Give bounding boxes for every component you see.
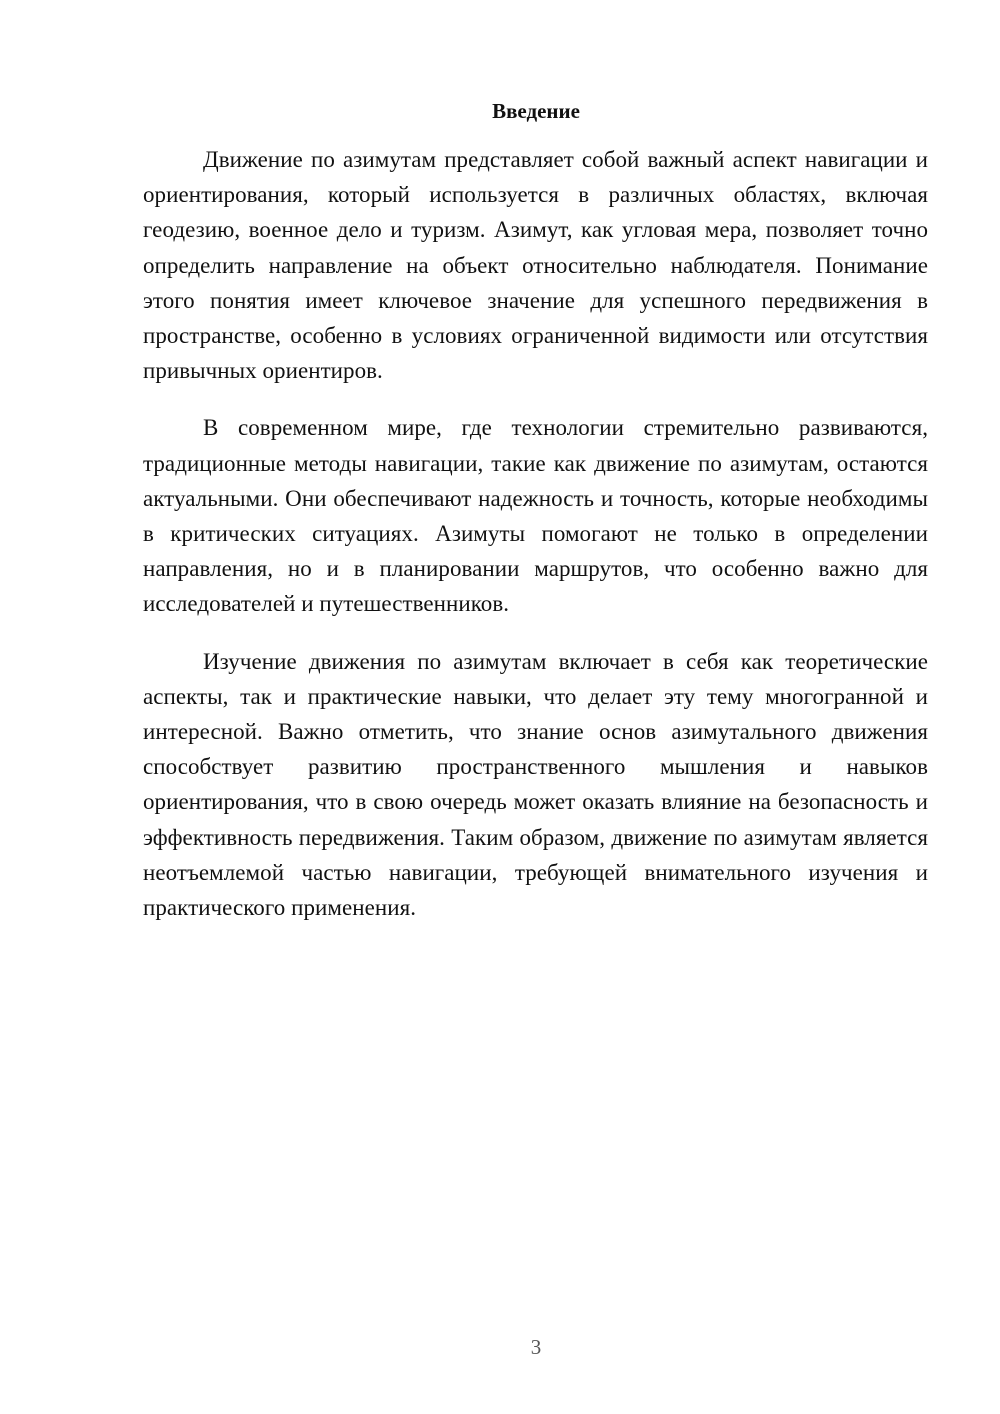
body-text: [143, 142, 928, 947]
paragraph-1: Движение по азимутам представляет собой важный аспект навигации и ориентирования, который используется в различных областях, включая геодезию, военное дело и туризм. Азимут, как угловая мера, позволяет точно определить направление на объект относительно наблюдателя. Понимание этого понятия имеет ключевое значение для успешного передвижения в пространстве, особенно в условиях ограниченной видимости или отсутствия привычных ориентиров.: [143, 147, 928, 384]
section-heading: Введение: [492, 99, 580, 123]
paragraph-2: В современном мире, где технологии стремительно развиваются, традиционные методы навигации, такие как движение по азимутам, остаются актуальными. Они обеспечивают надежность и точность, которые необходимы в критических ситуациях. Азимуты помогают не только в определении направления, но и в планировании маршрутов, что особенно важно для исследователей и путешественников.: [143, 415, 928, 617]
paragraph-3: Изучение движения по азимутам включает в себя как теоретические аспекты, так и практические навыки, что делает эту тему многогранной и интересной. Важно отметить, что знание основ азимутального движения способствует развитию пространственного мышления и навыков ориентирования, что в свою очередь может оказать влияние на безопасность и эффективность передвижения. Таким образом, движение по азимутам является неотъемлемой частью навигации, требующей внимательного изучения и практического применения.: [143, 648, 928, 921]
page-number: 3: [530, 1335, 542, 1359]
